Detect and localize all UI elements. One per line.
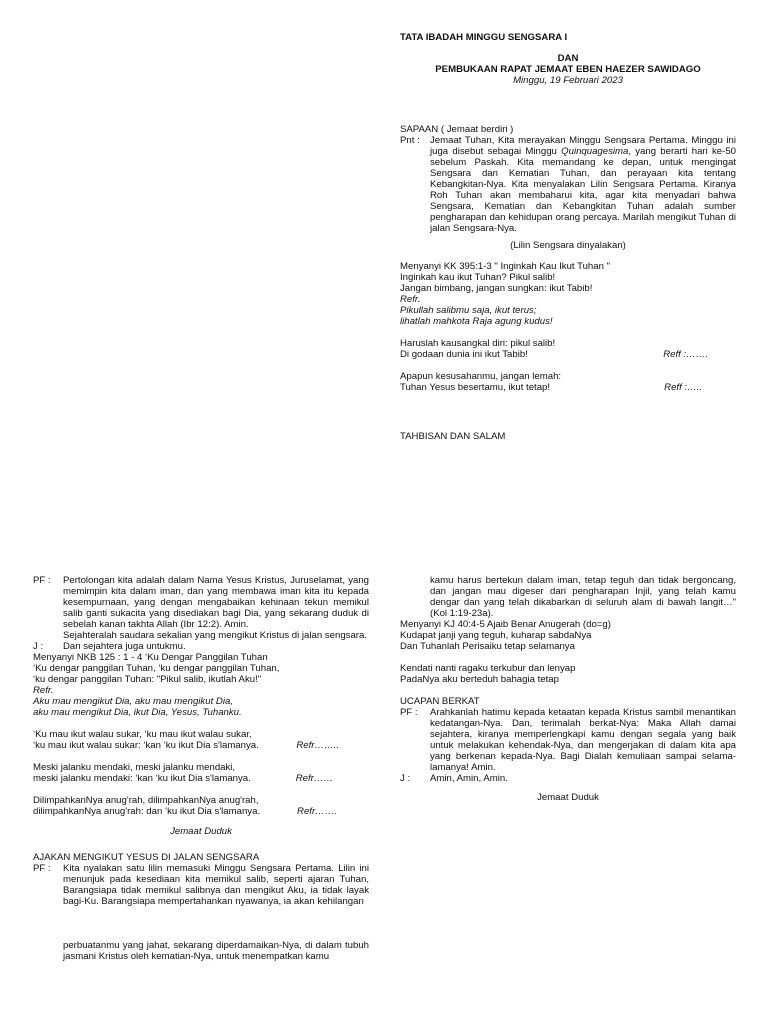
song2-line: Meski jalanku mendaki, meski jalanku mendaki,: [33, 762, 236, 773]
berkat-label: PF :: [400, 707, 418, 718]
song2-line: ‘ku dengar panggilan Tuhan: "Pikul salib, ikutlah Aku!": [33, 674, 262, 685]
j-label: J :: [33, 641, 44, 652]
song1-line: Haruslah kausangkal diri: pikul salib!: [400, 338, 556, 349]
song3-title: Menyanyi KJ 40:4-5 Ajaib Benar Anugerah (do=g): [400, 619, 611, 630]
song1-refr-label: Refr.: [400, 294, 421, 305]
song2-refr: Refr……: [295, 773, 333, 784]
bottom-block: [33, 940, 369, 962]
document-date: Minggu, 19 Februari 2023: [513, 75, 623, 86]
song2-refr-row: [33, 740, 369, 751]
song3-line: PadaNya aku berteduh bahagia tetap: [400, 674, 559, 685]
song1-reff: Reff :…….: [663, 349, 708, 360]
jemaat-duduk: Jemaat Duduk: [170, 826, 232, 837]
sapaan-text: [430, 135, 736, 234]
lower-left-column: [33, 575, 369, 962]
document-title: TATA IBADAH MINGGU SENGSARA I: [400, 32, 568, 43]
ajakan-text: Kita nyalakan satu lilin memasuki Minggu Sengsara Pertama. Lilin ini menunjuk pada kesediaan kita memikul salib, seperti ajaran Tuhan, Barangsiapa tidak memikul salibnya dan mengikut Aku, ia tidak layak bagi-Ku. Barangsiapa mempertahankan nyawanya, ia akan kehilangan: [63, 863, 369, 907]
ajakan-label: PF :: [33, 863, 51, 874]
pf-block-2: [33, 630, 369, 641]
jemaat-duduk-right: Jemaat Duduk: [537, 792, 599, 803]
song3-line: Kendati nanti ragaku terkubur dan lenyap: [400, 663, 576, 674]
title-dan: DAN: [557, 53, 579, 64]
berkat-text: Arahkanlah hatimu kepada ketaatan kepada Kristus sambil menantikan kedatangan-Nya. Dan, terimalah berkat-Nya: Maka Allah damai sejahtera, kiranya memperlengkapi kamu dengan segala yang baik untuk melakukan kehendak-Nya, dan mengerjakan di dalam kita apa yang berkenan kepada-Nya. Bagi Dialah kemuliaan sampai selama-lamanya! Amin.: [430, 707, 736, 773]
sapaan-text-italic: Quinquagesima: [561, 146, 629, 157]
berkat-j-text: Amin, Amin, Amin.: [430, 773, 508, 784]
song2-line: meski jalanku mendaki: ‘kan ‘ku ikut Dia s'lamanya.: [33, 773, 251, 784]
song1-line: Inginkah kau ikut Tuhan? Pikul salib!: [400, 272, 556, 283]
sapaan-text-part1: Jemaat Tuhan, Kita merayakan Minggu Sengsara Pertama. Minggu ini juga disebut sebagai Minggu: [430, 135, 736, 157]
song1-line: Jangan bimbang, jangan sungkan: ikut Tabib!: [400, 283, 593, 294]
j-text: Dan sejahtera juga untukmu.: [63, 641, 186, 652]
song1-refr-line: lihatlah mahkota Raja agung kudus!: [400, 316, 553, 327]
ajakan-block: [33, 863, 369, 907]
song1-refr-row: [400, 382, 736, 393]
lilin-note: (Lilin Sengsara dinyalakan): [510, 240, 626, 251]
song1-reff: Reff :…..: [664, 382, 702, 393]
song1-line: Tuhan Yesus besertamu, ikut tetap!: [400, 382, 551, 393]
song2-refr-label: Refr.: [33, 685, 54, 696]
song2-refr: Refr…….: [297, 806, 337, 817]
song2-refr-row: [33, 773, 369, 784]
song2-title: Menyanyi NKB 125 : 1 - 4 ‘Ku Dengar Panggilan Tuhan: [33, 652, 268, 663]
song3-line: Kudapat janji yang teguh, kuharap sabdaNya: [400, 630, 592, 641]
sapaan-heading: SAPAAN ( Jemaat berdiri ): [400, 124, 514, 135]
pf-block: [33, 575, 369, 630]
j-block: [33, 641, 369, 652]
song1-line: Di godaan dunia ini ikut Tabib!: [400, 349, 528, 360]
berkat-block: [400, 707, 736, 773]
song2-refr-row: [33, 806, 369, 817]
song1-title: Menyanyi KK 395:1-3 " Inginkah Kau Ikut Tuhan ": [400, 261, 611, 272]
song2-line: dilimpahkanNya anug'rah: dan ‘ku ikut Dia s'lamanya.: [33, 806, 261, 817]
song1-refr-row: [400, 349, 736, 360]
song2-line: ‘Ku mau ikut walau sukar, ‘ku mau ikut walau sukar,: [33, 729, 252, 740]
lower-right-column: [400, 575, 736, 803]
pf-text-2: Sejahteralah saudara sekalian yang mengikut Kristus di jalan sengsara.: [63, 630, 367, 641]
cont-block: [400, 575, 736, 619]
berkat-heading: UCAPAN BERKAT: [400, 696, 480, 707]
berkat-j-label: J :: [400, 773, 411, 784]
song2-line: ‘Ku dengar panggilan Tuhan, ‘ku dengar panggilan Tuhan,: [33, 663, 280, 674]
song2-line: ‘ku mau ikut walau sukar: ‘kan ‘ku ikut Dia s'lamanya.: [33, 740, 259, 751]
document-subtitle: PEMBUKAAN RAPAT JEMAAT EBEN HAEZER SAWIDAGO: [435, 64, 701, 75]
song2-refr-line: Aku mau mengikut Dia, aku mau mengikut Dia,: [33, 696, 233, 707]
tahbisan-heading: TAHBISAN DAN SALAM: [400, 431, 506, 442]
cont-text: kamu harus bertekun dalam iman, tetap teguh dan tidak bergoncang, dan jangan mau digeser dari pengharapan Injil, yang telah kamu dengar dan yang telah dikabarkan di seluruh alam di bawah langit…" (Kol 1:19-23a).: [430, 575, 736, 619]
sapaan-block: [400, 135, 736, 234]
song2-refr-line: aku mau mengikut Dia, ikut Dia, Yesus, Tuhanku.: [33, 707, 242, 718]
sapaan-label: Pnt :: [400, 135, 420, 146]
bottom-text: perbuatanmu yang jahat, sekarang diperdamaikan-Nya, di dalam tubuh jasmani Kristus oleh kematian-Nya, untuk menempatkan kamu: [63, 940, 369, 962]
pf-text: Pertolongan kita adalah dalam Nama Yesus Kristus, Juruselamat, yang memimpin kita dalam iman, dan yang membawa iman kita itu kepada kesempurnaan, yang dengan mengabaikan kehinaan tekun memikul salib ganti sukacita yang disediakan bagi Dia, yang sekarang duduk di sebelah kanan takhta Allah (Ibr 12:2). Amin.: [63, 575, 369, 630]
ajakan-heading: AJAKAN MENGIKUT YESUS DI JALAN SENGSARA: [33, 852, 260, 863]
song2-refr: Refr……..: [296, 740, 339, 751]
pf-label: PF :: [33, 575, 51, 586]
berkat-j-block: [400, 773, 736, 784]
song1-line: Apapun kesusahanmu, jangan lemah:: [400, 371, 562, 382]
sapaan-text-part2: , yang berarti hari ke-50 sebelum Paskah. Kita memandang ke depan, untuk mengingat Sengsara dan Kematian Tuhan, dan perayaan kita tentang Kebangkitan-Nya. Kita menyalakan Lilin Sengsara Pertama. Kiranya Roh Tuhan akan membaharui kita, agar kita menyadari bahwa Sengsara, Kematian dan Kebangkitan Tuhan adalah sumber pengharapan dan kehidupan orang percaya. Marilah mengikut Tuhan di jalan Sengsara-Nya.: [430, 146, 736, 234]
song2-line: DilimpahkanNya anug'rah, dilimpahkanNya anug'rah,: [33, 795, 259, 806]
song1-refr-line: Pikullah salibmu saja, ikut terus;: [400, 305, 537, 316]
song3-line: Dan Tuhanlah Perisaiku tetap selamanya: [400, 641, 575, 652]
upper-right-column: [400, 32, 736, 442]
